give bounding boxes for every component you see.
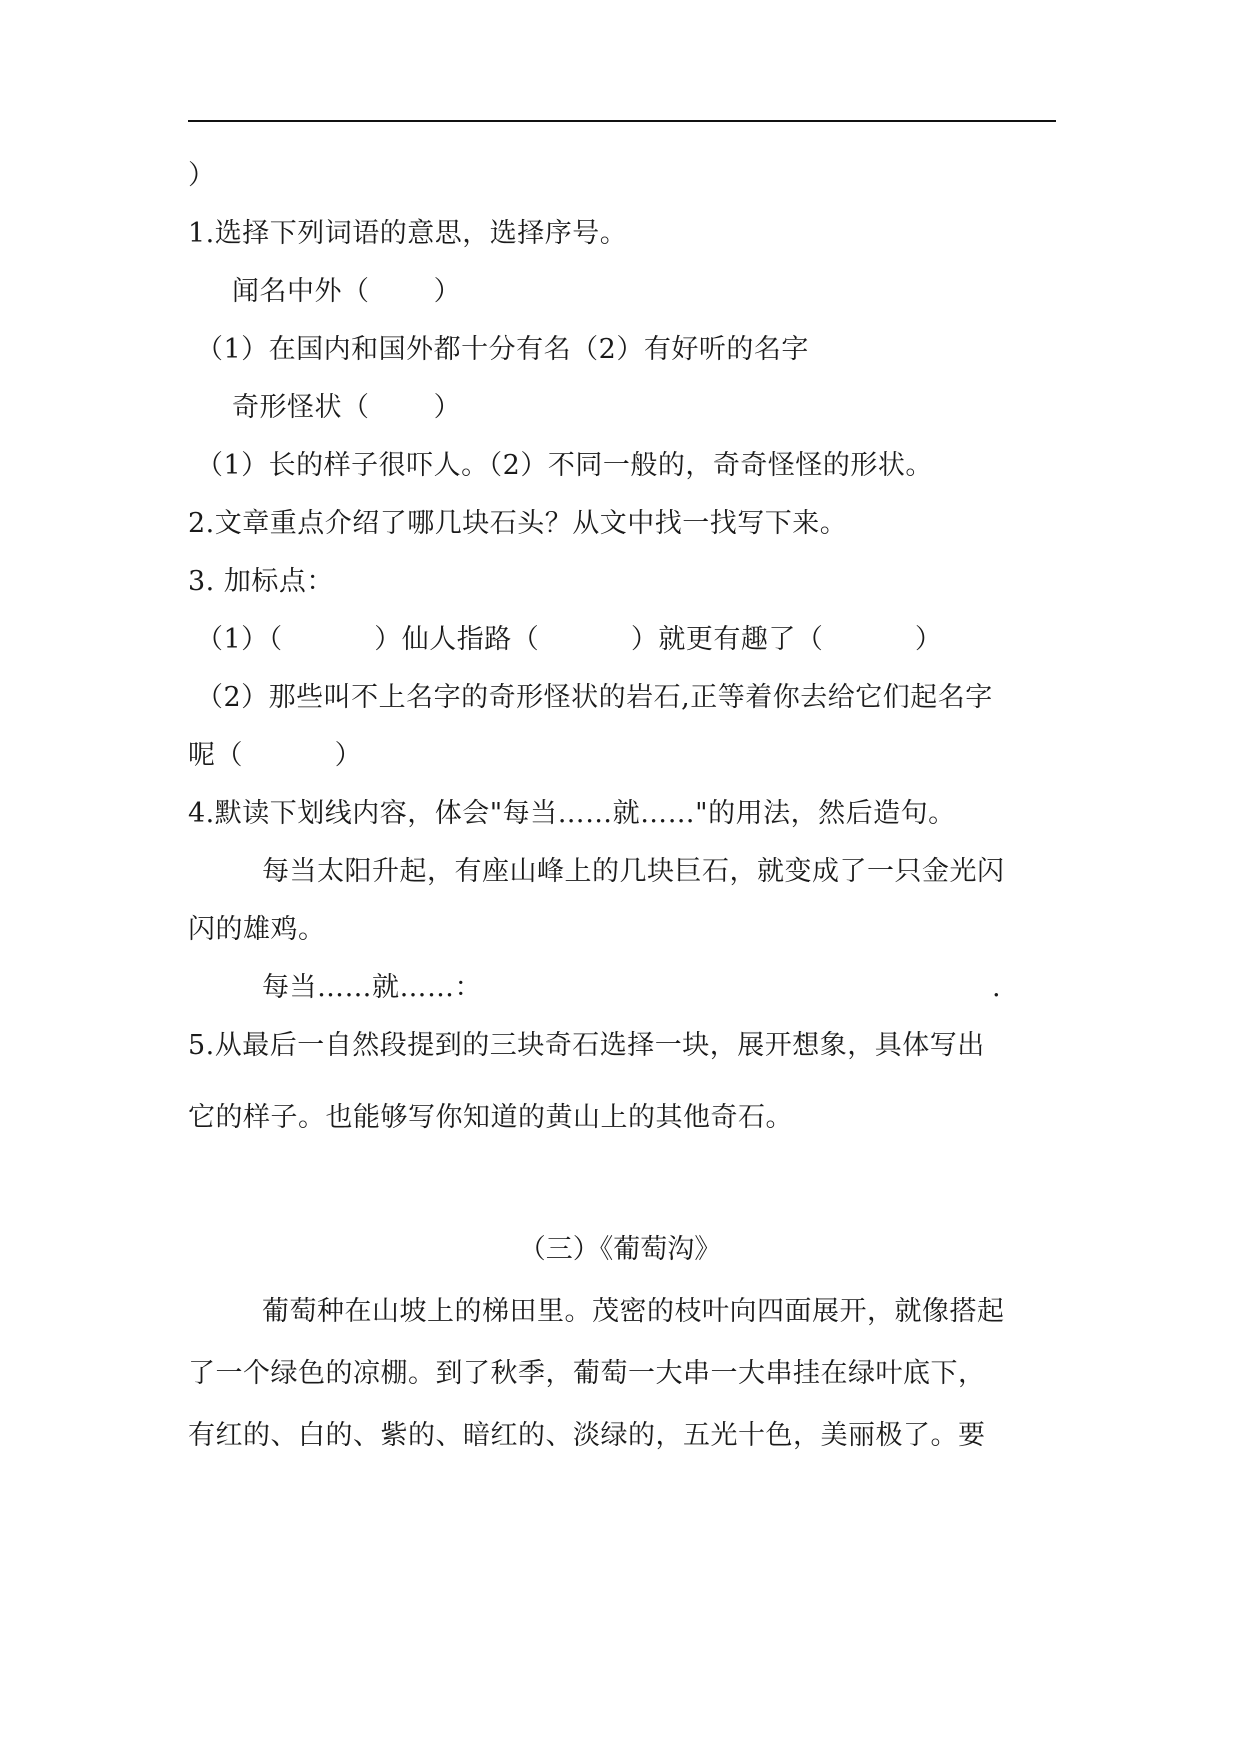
question-1-options-2: （1）长的样子很吓人。（2）不同一般的，奇奇怪怪的形状。 xyxy=(196,450,933,481)
header-rule xyxy=(188,120,1056,122)
question-1: 1.选择下列词语的意思，选择序号。 xyxy=(188,218,628,249)
question-3: 3. 加标点： xyxy=(188,566,334,597)
question-4-fill-prompt: 每当……就……： xyxy=(262,972,482,1003)
passage-line-2: 了一个绿色的凉棚。到了秋季，葡萄一大串一大串挂在绿叶底下， xyxy=(188,1358,986,1389)
question-1-word-1: 闻名中外（ ） xyxy=(232,276,462,307)
closing-paren: ） xyxy=(188,160,216,191)
question-3-item-2a: （2）那些叫不上名字的奇形怪状的岩石,正等着你去给它们起名字 xyxy=(196,682,993,713)
section-title: （三）《葡萄沟》 xyxy=(518,1234,722,1265)
passage-line-1: 葡萄种在山坡上的梯田里。茂密的枝叶向四面展开，就像搭起 xyxy=(262,1296,1005,1327)
question-1-word-2: 奇形怪状（ ） xyxy=(232,392,462,423)
question-4-sentence-a: 每当太阳升起，有座山峰上的几块巨石，就变成了一只金光闪 xyxy=(262,856,1005,887)
question-2: 2.文章重点介绍了哪几块石头？从文中找一找写下来。 xyxy=(188,508,848,539)
question-3-item-1: （1）（ ）仙人指路（ ）就更有趣了（ ） xyxy=(196,624,943,655)
question-4-end-dot: . xyxy=(992,972,1001,1003)
question-5b: 它的样子。也能够写你知道的黄山上的其他奇石。 xyxy=(188,1102,793,1133)
question-5a: 5.从最后一自然段提到的三块奇石选择一块，展开想象，具体写出 xyxy=(188,1030,985,1061)
question-4: 4.默读下划线内容，体会"每当……就……"的用法，然后造句。 xyxy=(188,798,956,829)
question-4-sentence-b: 闪的雄鸡。 xyxy=(188,914,326,945)
question-3-item-2b: 呢（ ） xyxy=(188,740,363,771)
passage-line-3: 有红的、白的、紫的、暗红的、淡绿的，五光十色，美丽极了。要 xyxy=(188,1420,986,1451)
question-1-options-1: （1）在国内和国外都十分有名（2）有好听的名字 xyxy=(196,334,809,365)
